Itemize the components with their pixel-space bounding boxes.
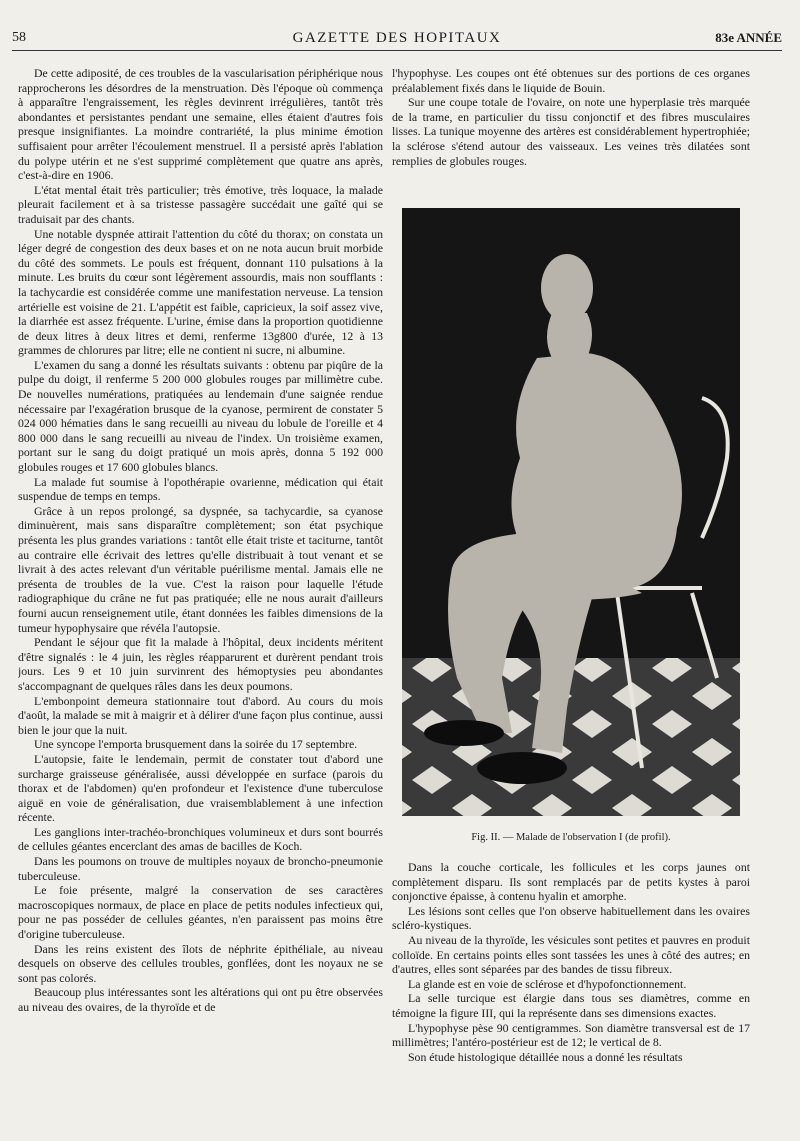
paragraph: Au niveau de la thyroïde, les vésicules sont petites et pauvres en produit colloïde. En certains points elles sont tassées les unes à côté des autres; en d'autres, elles sont séparées par des bandes de tissu fibreux. [392,932,750,977]
journal-title: GAZETTE DES HOPITAUX [292,30,502,46]
page-header [12,28,782,48]
paragraph: l'hypophyse. Les coupes ont été obtenues sur des portions de ces organes préalablement fixés dans le liquide de Bouin. [392,66,750,95]
paragraph: Son étude histologique détaillée nous a donné les résultats [408,1049,683,1064]
paragraph: L'examen du sang a donné les résultats suivants : obtenu par piqûre de la pulpe du doigt, il renferme 5 200 000 globules rouges par millimètre cube. De nouvelles numérations, pratiquées au lendemain d'une saignée rendue nécessaire par l'exagération brusque de la cyanose, permirent de constater 5 024 000 hématies dans le sang recueilli au niveau du lobule de l'oreille et 4 800 000 dans le sang recueilli au niveau de l'index. Un troisième examen, portant sur le sang du doigt pratiqué un mois après, donna 5 192 000 globules rouges et 17 600 globules blancs. [18,357,383,475]
paragraph: Les ganglions inter-trachéo-bronchiques volumineux et durs sont bourrés de cellules géantes encerclant des amas de bacilles de Koch. [18,824,383,854]
header-rule [12,50,782,51]
figure-caption: Fig. II. — Malade de l'observation I (de profil). [471,832,671,843]
paragraph: La selle turcique est élargie dans tous ses diamètres, comme en témoigne la figure III, qui la représente dans ses dimensions exactes. [392,991,750,1020]
right-column-bottom [392,860,750,1128]
paragraph: Les lésions sont celles que l'on observe habituellement dans les ovaires scléro-kystiques. [392,903,750,933]
paragraph: Une syncope l'emporta brusquement dans la soirée du 17 septembre. [34,737,358,752]
paragraph: La glande est en voie de sclérose et d'hypofonctionnement. [408,976,687,991]
paragraph: L'hypophyse pèse 90 centigrammes. Son diamètre transversal est de 17 millimètres; l'antéro-postérieur est de 12; le vertical de 8. [392,1020,750,1050]
patient-photograph [402,208,740,816]
paragraph: Dans les reins existent des îlots de néphrite épithéliale, au niveau desquels on observe des cellules troubles, gonflées, dont les noyaux ne se sont pas colorés. [18,941,383,985]
paragraph: L'embonpoint demeura stationnaire tout d'abord. Au cours du mois d'août, la malade se mit à maigrir et à délirer d'une façon plus continue, aussi bien le jour que la nuit. [18,693,383,737]
paragraph: Le foie présente, malgré la conservation de ses caractères macroscopiques normaux, de place en place de petits nodules infectieux qui, pour ne pas posséder de cellules géantes, n'en paraissent pas moins être d'origine tuberculeuse. [18,883,383,942]
paragraph: L'état mental était très particulier; très émotive, très loquace, la malade pleurait facilement et à sa tristesse passagère succédait une gaîté qui se traduisait par des chants. [18,182,383,226]
paragraph: Dans la couche corticale, les follicules et les corps jaunes ont complètement disparu. Ils sont remplacés par de petits kystes à paroi conjonctive épaisse, à contenu hyalin et amorphe. [392,860,750,904]
left-column [18,66,383,1126]
paragraph: La malade fut soumise à l'opothérapie ovarienne, médication qui était suspendue de temps en temps. [18,474,383,504]
paragraph: Sur une coupe totale de l'ovaire, on note une hyperplasie très marquée de la trame, en particulier du tissu conjonctif et des fibres musculaires lisses. La tunique moyenne des artères est considérablement hypertrophiée; la sclérose s'étend autour des vaisseaux. Les veines très dilatées sont remplies de globules rouges. [392,95,750,168]
page-number: 58 [12,30,26,45]
year-label: 83e ANNÉE [715,30,782,45]
right-column-top [392,66,750,191]
photograph-illustration [402,208,740,816]
paragraph: De cette adiposité, de ces troubles de la vascularisation périphérique nous rapprocherons les désordres de la menstruation. Dès l'époque où commença à apparaître l'engraissement, les règles devinrent irrégulières, tantôt très abondantes et persistantes pendant une semaine, elles étaient d'autres fois presque insignifiantes. La moindre contrariété, la plus minime émotion suffisaient pour arrêter l'écoulement menstruel. Il a persisté après l'ablation du polype utérin et ne s'est supprimé complètement que quatre ans après, c'est-à-dire en 1906. [18,66,383,183]
paragraph: Dans les poumons on trouve de multiples noyaux de broncho-pneumonie tuberculeuse. [18,854,383,883]
paragraph: L'autopsie, faite le lendemain, permit de constater tout d'abord une surcharge graisseuse généralisée, aussi développée en surface (parois du thorax et de l'abdomen) qu'en profondeur et l'existence d'une tuberculose aiguë en voie de généralisation, due vraisemblablement à une infection récente. [18,751,383,825]
paragraph: Beaucoup plus intéressantes sont les altérations qui ont pu être observées au niveau des ovaires, de la thyroïde et de [18,985,383,1014]
paragraph: Grâce à un repos prolongé, sa dyspnée, sa tachycardie, sa cyanose diminuèrent, mais sans disparaître complètement; son état psychique présenta les plus grandes variations : tantôt elle était triste et taciturne, tantôt au contraire elle écrivait des lettres qu'elle distribuait à tout venant et se livrait à des actes relevant d'un véritable puérilisme mental. Jamais elle ne présenta de troubles de la vue. C'est la raison pour laquelle l'étude radiographique du crâne ne fut pas pratiquée; elle ne nous aurait d'ailleurs fourni aucun renseignement utile, étant données les faibles dimensions de la tumeur hypophysaire que révéla l'autopsie. [18,503,383,635]
paragraph: Une notable dyspnée attirait l'attention du côté du thorax; on constata un léger degré de congestion des deux bases et on ne nota aucun bruit morbide du côté des sommets. Le pouls est fréquent, donnant 110 pulsations à la minute. Les bruits du cœur sont légèrement assourdis, mais non soufflants : la tachycardie est considérée comme une manifestation nerveuse. La tension artérielle est voisine de 21. L'appétit est faible, capricieux, la soif assez vive, la diarrhée est assez fréquente. L'urine, émise dans la proportion quotidienne de deux litres à deux litres et demi, renferme 13g800 d'urée, 12 à 13 grammes de chlorures par litre; elle ne contient ni sucre, ni albumine. [18,226,383,358]
paragraph: Pendant le séjour que fit la malade à l'hôpital, deux incidents méritent d'être signalés : le 4 juin, les règles réapparurent et durèrent pendant trois jours. Les 9 et 10 juin survinrent des hémoptysies peu abondantes s'accompagnant de quelques râles dans les deux poumons. [18,635,383,693]
